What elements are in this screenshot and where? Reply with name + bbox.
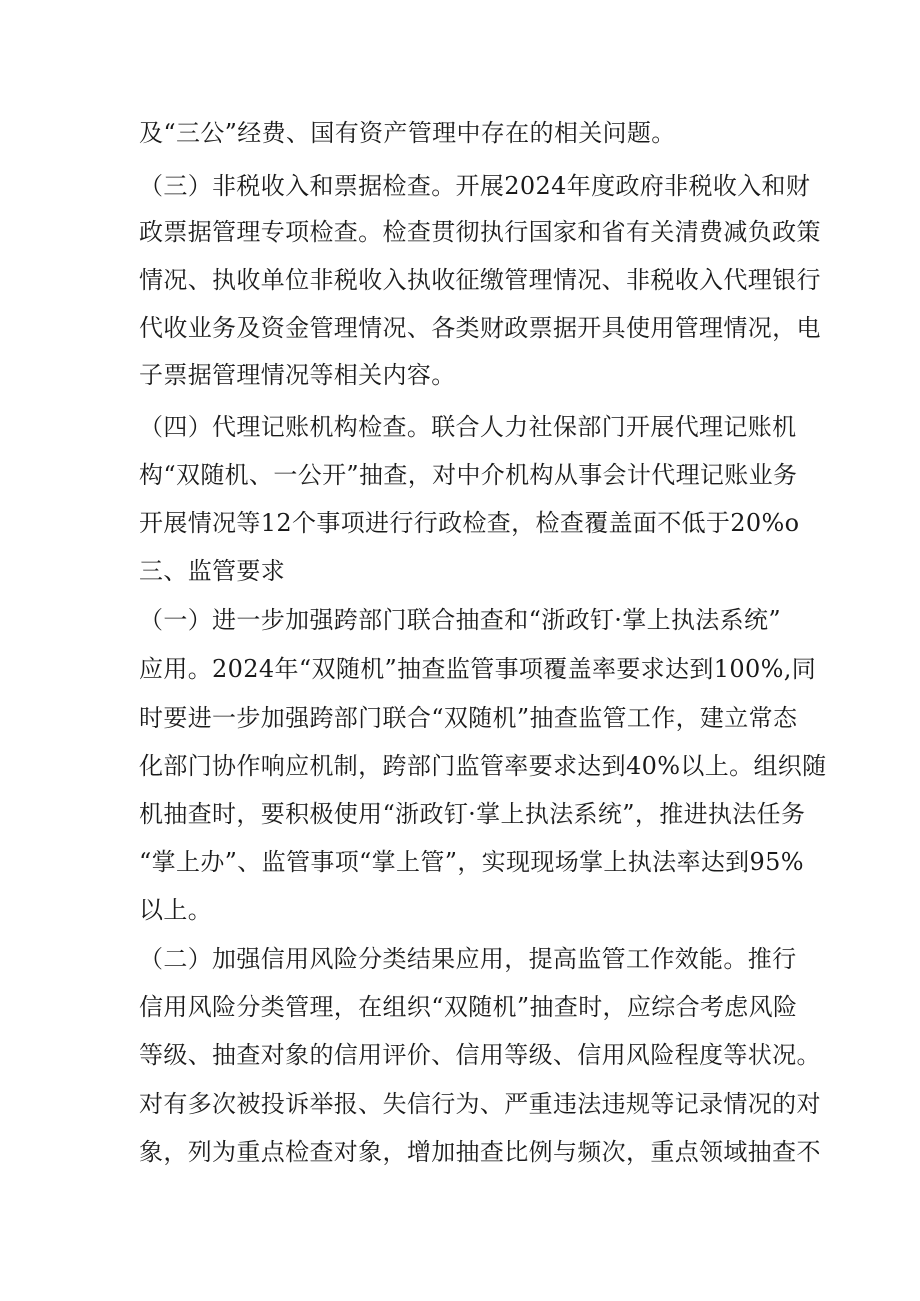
text-line: 情况、执收单位非税收入执收征缴管理情况、非税收入代理银行 (139, 266, 821, 294)
text-line: 化部门协作响应机制，跨部门监管率要求达到40%以上。组织随 (139, 752, 827, 780)
text-line: 应用。2024年“双随机”抽查监管事项覆盖率要求达到100%,同 (139, 655, 817, 683)
text-line: 及“三公”经费、国有资产管理中存在的相关问题。 (139, 119, 676, 147)
text-line: 时要进一步加强跨部门联合“双随机”抽查监管工作，建立常态 (139, 704, 798, 732)
text-line: 信用风险分类管理，在组织“双随机”抽查时，应综合考虑风险 (139, 993, 798, 1021)
text-line: 对有多次被投诉举报、失信行为、严重违法违规等记录情况的对 (139, 1090, 821, 1118)
text-line: 机抽查时，要积极使用“浙政钉·掌上执法系统”，推进执法任务 (139, 800, 806, 828)
text-line: 构“双随机、一公开”抽查，对中介机构从事会计代理记账业务 (139, 461, 798, 489)
text-line: 等级、抽查对象的信用评价、信用等级、信用风险程度等状况。 (139, 1041, 821, 1069)
text-line: 以上。 (139, 896, 213, 924)
subsection-1-heading-line: （一）进一步加强跨部门联合抽查和“浙政钉·掌上执法系统” (139, 606, 781, 634)
text-line: “掌上办”、监管事项“掌上管”，实现现场掌上执法率达到95% (139, 848, 804, 876)
text-line: 开展情况等12个事项进行行政检查，检查覆盖面不低于20%o (139, 509, 800, 537)
text-line: 象，列为重点检查对象，增加抽查比例与频次，重点领域抽查不 (139, 1138, 821, 1166)
text-line: 代收业务及资金管理情况、各类财政票据开具使用管理情况，电 (139, 314, 821, 342)
text-line: 政票据管理专项检查。检查贯彻执行国家和省有关清费减负政策 (139, 218, 821, 246)
text-line: 子票据管理情况等相关内容。 (139, 361, 456, 389)
subsection-2-heading-line: （二）加强信用风险分类结果应用，提高监管工作效能。推行 (139, 945, 797, 973)
chapter-heading: 三、监管要求 (139, 557, 286, 585)
section-4-heading-line: （四）代理记账机构检查。联合人力社保部门开展代理记账机 (139, 413, 797, 441)
section-3-heading-line: （三）非税收入和票据检查。开展2024年度政府非税收入和财 (139, 172, 811, 200)
